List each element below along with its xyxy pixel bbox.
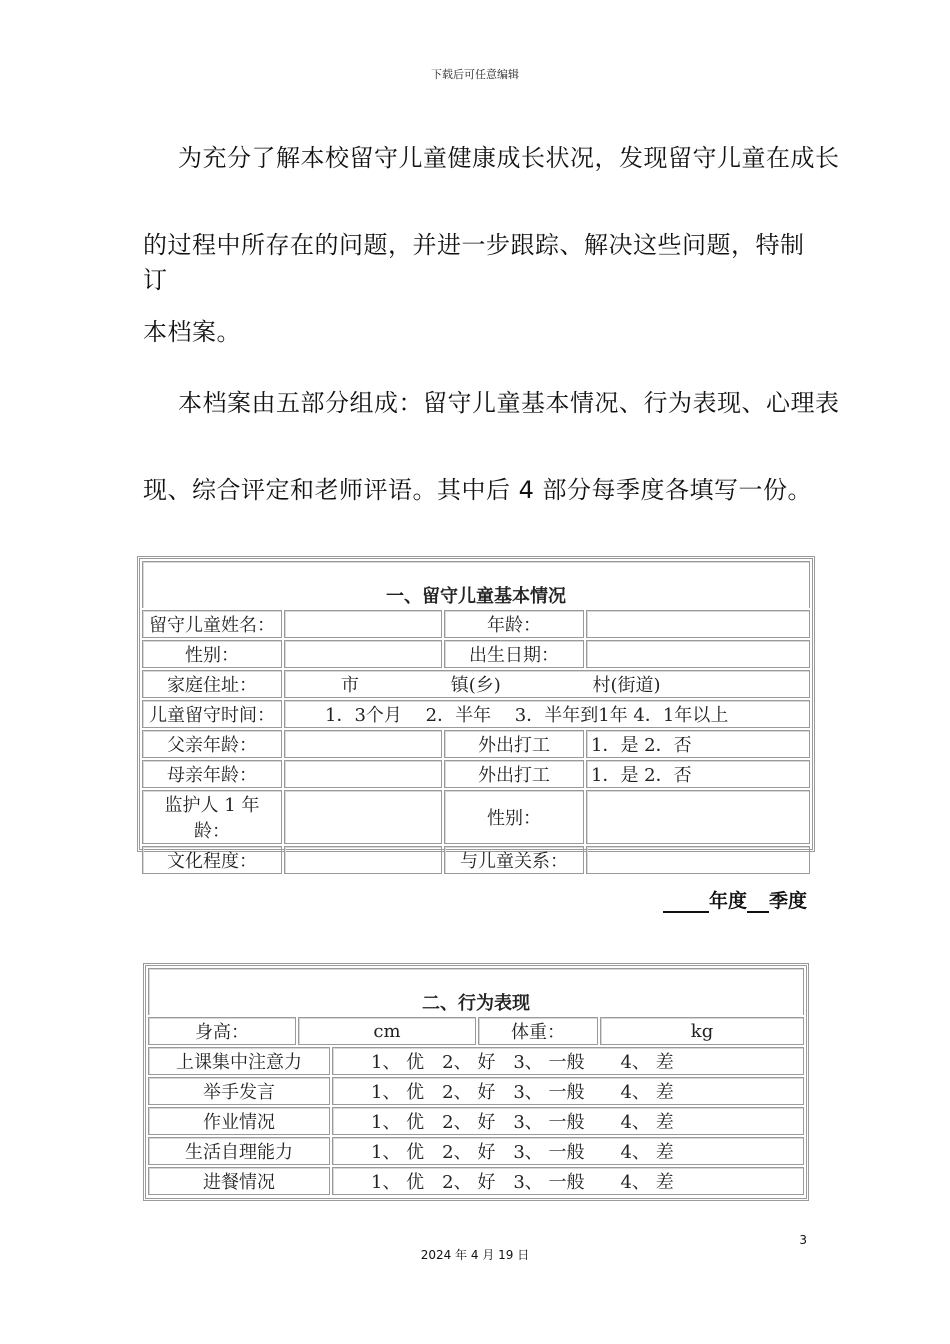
season-suffix: 季度	[768, 890, 807, 912]
page-number: 3	[799, 1233, 807, 1247]
rating-options[interactable]: 1、 优 2、 好 3、 一般 4、 差	[332, 1167, 804, 1195]
table-title: 一、留守儿童基本情况	[142, 561, 810, 608]
header-note: 下载后可任意编辑	[431, 68, 519, 81]
table-row	[148, 1077, 804, 1105]
mother-age-field[interactable]	[284, 760, 442, 788]
mother-work-label: 外出打工	[444, 760, 584, 788]
rating-options[interactable]: 1、 优 2、 好 3、 一般 4、 差	[332, 1047, 804, 1075]
structure-paragraph-line-1: 本档案由五部分组成：留守儿童基本情况、行为表现、心理表	[178, 389, 840, 417]
age-field[interactable]	[586, 610, 810, 638]
behavior-table-header	[146, 966, 806, 1047]
height-field[interactable]: cm	[298, 1017, 476, 1045]
guardian-gender-field[interactable]	[586, 790, 810, 844]
father-age-label: 父亲年龄：	[142, 730, 282, 758]
birth-date-label: 出生日期：	[444, 640, 584, 668]
rating-options[interactable]: 1、 优 2、 好 3、 一般 4、 差	[332, 1077, 804, 1105]
child-name-label: 留守儿童姓名：	[142, 610, 282, 638]
relation-label: 与儿童关系：	[444, 846, 584, 874]
education-field[interactable]	[284, 846, 442, 874]
year-suffix: 年度	[708, 890, 747, 912]
education-label: 文化程度：	[142, 846, 282, 874]
child-name-field[interactable]	[284, 610, 442, 638]
rating-label: 上课集中注意力	[148, 1047, 330, 1075]
rating-label: 生活自理能力	[148, 1137, 330, 1165]
basic-info-table	[140, 559, 812, 876]
left-behind-duration-options[interactable]: 1．3个月 2．半年 3．半年到1年 4．1年以上	[284, 700, 810, 728]
relation-field[interactable]	[586, 846, 810, 874]
basic-info-table-frame	[137, 556, 815, 872]
address-field[interactable]	[284, 670, 810, 698]
height-label: 身高：	[148, 1017, 296, 1045]
table-row	[148, 1167, 804, 1195]
father-age-field[interactable]	[284, 730, 442, 758]
table-title: 二、行为表现	[148, 968, 804, 1015]
intro-paragraph-line-1: 为充分了解本校留守儿童健康成长状况，发现留守儿童在成长	[178, 144, 840, 172]
guardian-gender-label: 性别：	[444, 790, 584, 844]
rating-options[interactable]: 1、 优 2、 好 3、 一般 4、 差	[332, 1107, 804, 1135]
rating-options[interactable]: 1、 优 2、 好 3、 一般 4、 差	[332, 1137, 804, 1165]
birth-date-field[interactable]	[586, 640, 810, 668]
address-city: 市	[341, 675, 359, 696]
address-village: 村(街道)	[592, 675, 661, 696]
mother-work-options[interactable]: 1．是 2．否	[586, 760, 810, 788]
left-behind-duration-label: 儿童留守时间：	[142, 700, 282, 728]
year-blank[interactable]	[663, 893, 709, 913]
guardian-age-field[interactable]	[284, 790, 442, 844]
mother-age-label: 母亲年龄：	[142, 760, 282, 788]
table-row	[148, 1137, 804, 1165]
rating-label: 作业情况	[148, 1107, 330, 1135]
rating-label: 举手发言	[148, 1077, 330, 1105]
weight-field[interactable]: kg	[600, 1017, 804, 1045]
gender-field[interactable]	[284, 640, 442, 668]
address-town: 镇(乡)	[450, 675, 501, 696]
gender-label: 性别：	[142, 640, 282, 668]
address-label: 家庭住址：	[142, 670, 282, 698]
structure-paragraph-line-2: 现、综合评定和老师评语。其中后 4 部分每季度各填写一份。	[143, 476, 813, 504]
table-row	[148, 1107, 804, 1135]
age-label: 年龄：	[444, 610, 584, 638]
father-work-label: 外出打工	[444, 730, 584, 758]
year-season-line	[663, 886, 807, 913]
table-row	[148, 1047, 804, 1075]
father-work-options[interactable]: 1．是 2．否	[586, 730, 810, 758]
behavior-table-ratings	[146, 1045, 806, 1197]
rating-label: 进餐情况	[148, 1167, 330, 1195]
season-blank[interactable]	[747, 893, 769, 913]
weight-label: 体重：	[478, 1017, 598, 1045]
intro-paragraph-line-2: 的过程中所存在的问题，并进一步跟踪、解决这些问题，特制订	[143, 231, 805, 294]
behavior-table-frame	[143, 963, 809, 1201]
guardian-age-label: 监护人 1 年龄：	[142, 790, 282, 844]
intro-paragraph-line-3: 本档案。	[143, 318, 241, 346]
footer-date: 2024 年 4 月 19 日	[420, 1248, 530, 1262]
